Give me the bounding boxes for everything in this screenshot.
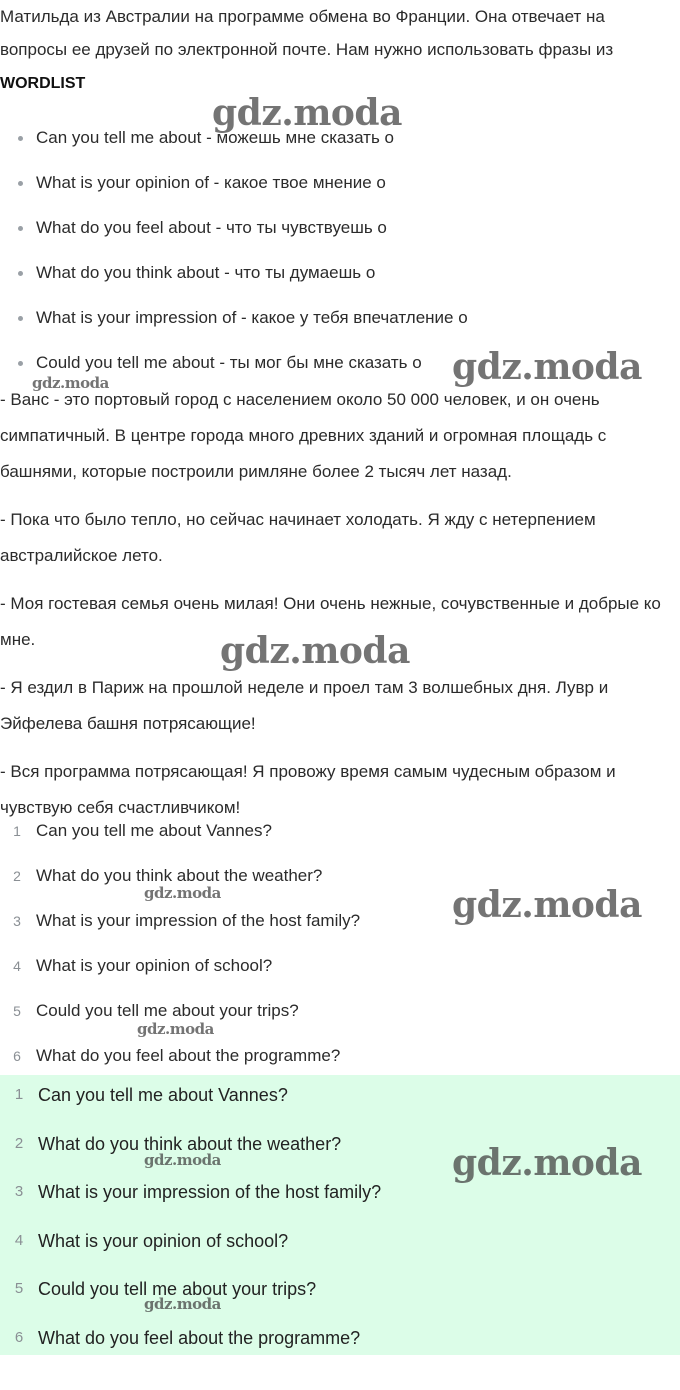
list-number: 1 — [14, 1086, 24, 1103]
answer-box — [0, 1075, 680, 1355]
phrase-text: Can you tell me about - можешь мне сказать о — [36, 128, 395, 147]
answer-text: Could you tell me about your trips? — [38, 1279, 317, 1299]
list-number: 6 — [13, 1048, 21, 1064]
watermark: gdz.moda — [144, 1151, 221, 1169]
watermark: gdz.moda — [212, 92, 402, 134]
list-number: 4 — [14, 1231, 24, 1249]
list-number: 5 — [14, 1280, 24, 1297]
list-item — [0, 301, 680, 346]
list-item — [0, 1320, 680, 1369]
answer-text: What do you think about the weather? — [38, 1133, 342, 1154]
watermark: gdz.moda — [144, 1295, 221, 1313]
list-number: 3 — [14, 1183, 24, 1200]
question-text: What is your opinion of school? — [36, 956, 273, 975]
phrase-text: What is your impression of - какое у тебя впечатление о — [36, 308, 468, 327]
list-number: 2 — [13, 868, 21, 884]
question-text: Can you tell me about Vannes? — [36, 821, 272, 840]
question-text: What do you feel about the programme? — [36, 1046, 341, 1065]
list-number: 3 — [13, 913, 21, 929]
question-text: What do you think about the weather? — [36, 866, 323, 885]
paragraph: - Пока что было тепло, но сейчас начинает холодать. Я жду с нетерпением австралийское лето. — [0, 510, 596, 565]
bullet-icon — [18, 271, 23, 276]
watermark: gdz.moda — [220, 630, 410, 672]
question-text: Could you tell me about your trips? — [36, 1001, 299, 1020]
answer-text: Can you tell me about Vannes? — [38, 1085, 288, 1105]
bullet-icon — [18, 316, 23, 321]
list-item — [0, 211, 680, 256]
answer-text: What is your opinion of school? — [38, 1230, 289, 1251]
bullet-icon — [18, 136, 23, 141]
watermark: gdz.moda — [32, 374, 109, 392]
list-item — [0, 949, 680, 994]
list-item — [0, 814, 680, 859]
watermark: gdz.moda — [144, 884, 221, 902]
phrase-text: Could you tell me about - ты мог бы мне сказать о — [36, 353, 422, 372]
list-number: 2 — [14, 1134, 24, 1152]
bullet-icon — [18, 181, 23, 186]
bullet-icon — [18, 226, 23, 231]
paragraph: - Я ездил в Париж на прошлой неделе и проел там 3 волшебных дня. Лувр и Эйфелева башня потрясающие! — [0, 678, 609, 733]
list-number: 6 — [14, 1328, 24, 1346]
phrase-text: What do you think about - что ты думаешь о — [36, 263, 376, 282]
questions-list — [0, 814, 680, 1084]
watermark: gdz.moda — [452, 346, 642, 388]
list-item — [0, 1271, 680, 1320]
paragraph: - Вся программа потрясающая! Я провожу время самым чудесным образом и чувствую себя счастливчиком! — [0, 762, 616, 817]
watermark: gdz.moda — [452, 884, 642, 926]
paragraph: - Моя гостевая семья очень милая! Они очень нежные, сочувственные и добрые ко мне. — [0, 594, 661, 649]
watermark: gdz.moda — [452, 1142, 642, 1184]
question-text: What is your impression of the host family? — [36, 911, 361, 930]
list-item — [0, 1077, 680, 1126]
list-number: 1 — [13, 823, 21, 839]
list-item — [0, 994, 680, 1039]
answer-text: What is your impression of the host family? — [38, 1182, 382, 1202]
bullet-icon — [18, 361, 23, 366]
paragraph: - Ванс - это портовый город с населением около 50 000 человек, и он очень симпатичный. В центре города много древних зданий и огромная площадь с башнями, которые построили римляне более 2 тысяч лет назад. — [0, 390, 607, 481]
intro-text: Матильда из Австралии на программе обмена во Франции. Она отвечает на вопросы ее друзей по электронной почте. Нам нужно использовать фразы из — [0, 7, 614, 59]
list-item — [0, 256, 680, 301]
watermark: gdz.moda — [137, 1020, 214, 1038]
list-number: 5 — [13, 1003, 21, 1019]
list-item — [0, 166, 680, 211]
list-number: 4 — [13, 958, 21, 974]
wordlist-label: WORDLIST — [0, 75, 86, 92]
phrase-text: What do you feel about - что ты чувствуешь о — [36, 218, 387, 237]
answers-paragraphs — [0, 382, 678, 838]
answers-list — [0, 1077, 680, 1368]
phrase-text: What is your opinion of - какое твое мнение о — [36, 173, 386, 192]
list-item — [0, 1223, 680, 1272]
answer-text: What do you feel about the programme? — [38, 1327, 361, 1348]
